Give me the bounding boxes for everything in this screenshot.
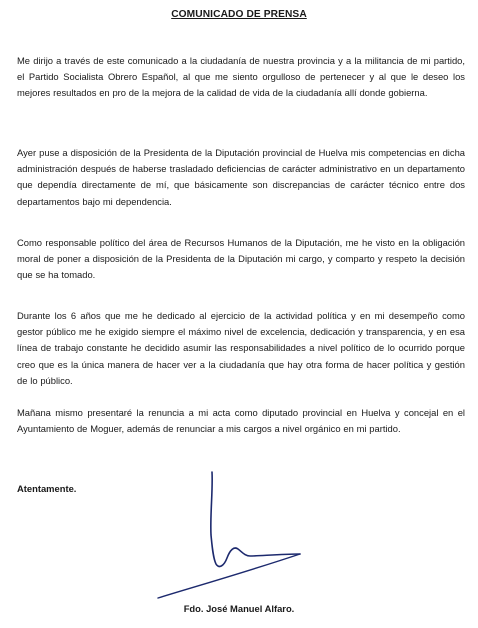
paragraph-greeting: Me dirijo a través de este comunicado a la ciudadanía de nuestra provincia y a la militancia de mi partido, el Partido Socialista Obrero Español, al que me siento orgulloso de pertenecer y al que le deseo los mejores resultados en pro de la mejora de la calidad de vida de la ciudadanía allí donde gobierna. xyxy=(17,55,465,99)
signature-stroke-main xyxy=(211,472,300,566)
signer-name: Fdo. José Manuel Alfaro. xyxy=(183,603,295,614)
paragraph-competencies: Ayer puse a disposición de la Presidenta de la Diputación provincial de Huelva mis competencias en dicha administración después de haberse trasladado deficiencias de carácter administrativo en un departamento que dependía directamente de mí, que básicamente son discrepancias de carácter técnico entre dos departamentos bajo mi dependencia. xyxy=(17,147,465,207)
paragraph-career: Durante los 6 años que me he dedicado al ejercicio de la actividad política y en mi desempeño como gestor público me he exigido siempre el máximo nivel de excelencia, dedicación y transparencia, y en esa línea de trabajo constante he decidido asumir las responsabilidades a nivel político de lo ocurrido porque creo que es la única manera de hacer ver a la ciudadanía que hay otra forma de hacer política y gestión de lo público. xyxy=(17,310,465,386)
handwritten-signature xyxy=(150,470,320,605)
paragraph-responsibility: Como responsable político del área de Recursos Humanos de la Diputación, me he visto en la obligación moral de poner a disposición de la Presidenta de la Diputación mi cargo, y comparto y respeto la decisión que se ha tomado. xyxy=(17,237,465,281)
signature-stroke-underline xyxy=(158,554,300,598)
document-title: COMUNICADO DE PRENSA xyxy=(171,9,307,20)
closing-salutation: Atentamente. xyxy=(17,483,77,494)
paragraph-resignation: Mañana mismo presentaré la renuncia a mi acta como diputado provincial en Huelva y concejal en el Ayuntamiento de Moguer, además de renunciar a mis cargos a nivel orgánico en mi partido. xyxy=(17,407,465,435)
